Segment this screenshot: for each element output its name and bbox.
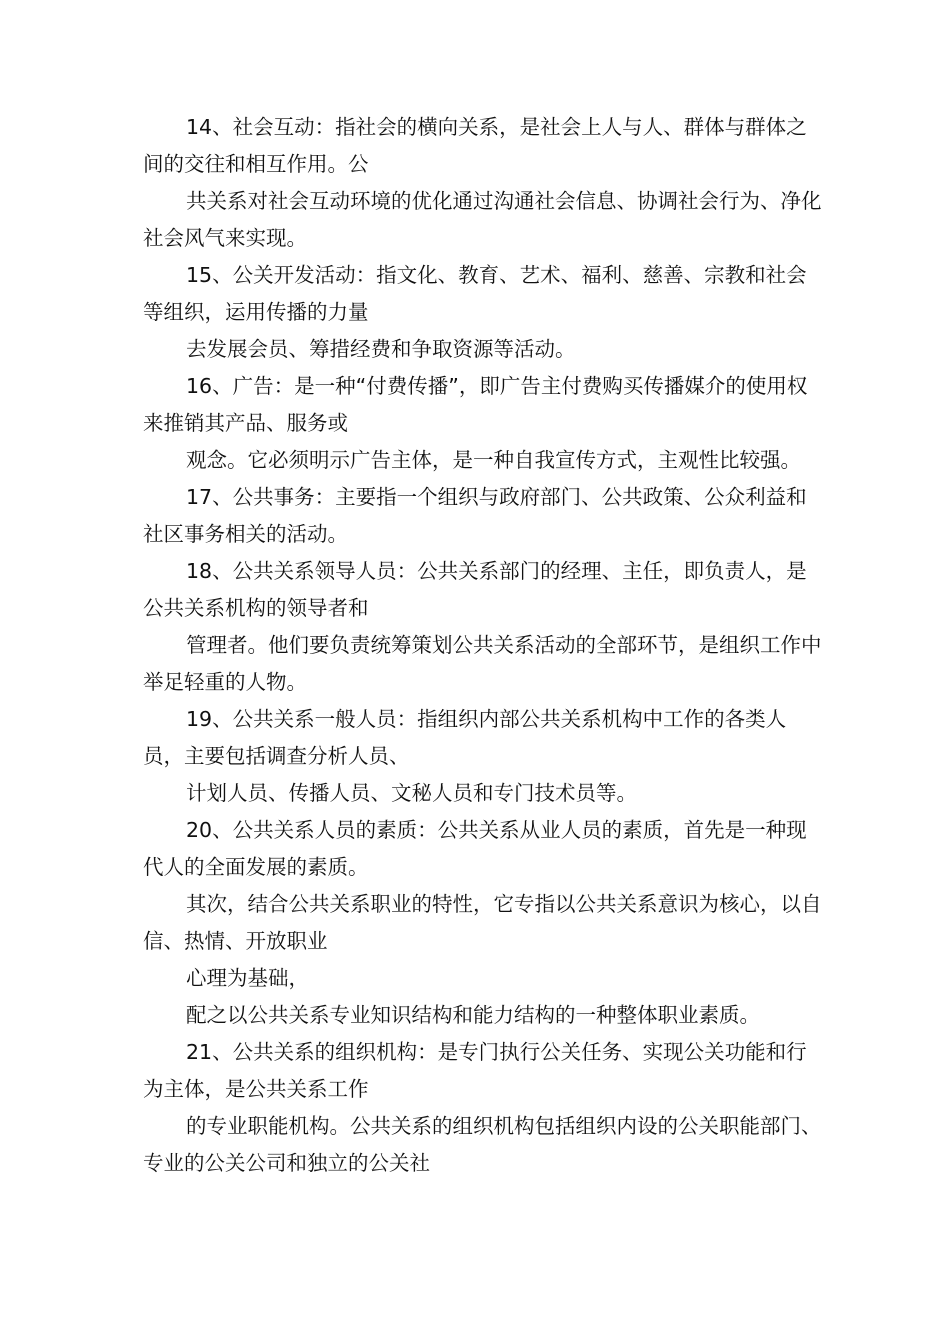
paragraph-line: 19、公共关系一般人员：指组织内部公共关系机构中工作的各类 — [186, 707, 766, 731]
document-page — [143, 109, 823, 1182]
paragraph — [143, 331, 823, 368]
paragraph-line: 观念。它必须明示广告主体，是一种自我宣传方式，主观性比较 — [186, 448, 760, 472]
paragraph — [143, 775, 823, 812]
paragraph-line: 去发展会员、筹措经费和争取资源等活动。 — [186, 337, 576, 361]
paragraph-line: 强。 — [760, 448, 801, 472]
paragraph — [143, 1034, 823, 1108]
paragraph-line: 14、社会互动：指社会的横向关系，是社会上人与人、群体与群 — [186, 115, 766, 139]
paragraph-line: 体之间的交往和相互作用。公 — [143, 115, 807, 176]
paragraph-line: 的专业职能机构。公共关系的组织机构包括组织内设的公关职能 — [186, 1114, 760, 1138]
paragraph — [143, 442, 823, 479]
paragraph — [143, 368, 823, 442]
paragraph — [143, 553, 823, 627]
paragraph-line: 以自信、热情、开放职业 — [143, 892, 822, 953]
paragraph — [143, 997, 823, 1034]
paragraph — [143, 257, 823, 331]
paragraph-line: 使用权来推销其产品、服务或 — [143, 374, 808, 435]
paragraph-line: 人员，主要包括调查分析人员、 — [143, 707, 787, 768]
paragraph-line: 益和社区事务相关的活动。 — [143, 485, 807, 546]
paragraph-line: 配之以公共关系专业知识结构和能力结构的一种整体职业素质。 — [186, 1003, 760, 1027]
paragraph-line: 16、广告：是一种“付费传播”，即广告主付费购买传播媒介的 — [186, 374, 746, 398]
paragraph-line: 其次，结合公共关系职业的特性，它专指以公共关系意识为核心， — [186, 892, 781, 916]
paragraph — [143, 1108, 823, 1182]
paragraph-line: 社会等组织，运用传播的力量 — [143, 263, 807, 324]
paragraph-line: 共关系对社会互动环境的优化通过沟通社会信息、协调社会行为、 — [186, 189, 781, 213]
paragraph-line: 部门、专业的公关公司和独立的公关社 — [143, 1114, 822, 1175]
paragraph-line: 工作中举足轻重的人物。 — [143, 633, 822, 694]
paragraph-line: 21、公共关系的组织机构：是专门执行公关任务、实现公关功能 — [186, 1040, 766, 1064]
paragraph-line: 18、公共关系领导人员：公共关系部门的经理、主任，即负责人， — [186, 559, 787, 583]
paragraph-line: 20、公共关系人员的素质：公共关系从业人员的素质，首先是一 — [186, 818, 766, 842]
paragraph-line: 净化社会风气来实现。 — [143, 189, 822, 250]
paragraph-line: 心理为基础， — [186, 966, 309, 990]
paragraph-line: 是公共关系机构的领导者和 — [143, 559, 807, 620]
paragraph — [143, 701, 823, 775]
paragraph — [143, 812, 823, 886]
paragraph — [143, 109, 823, 183]
paragraph — [143, 627, 823, 701]
paragraph-line: 15、公关开发活动：指文化、教育、艺术、福利、慈善、宗教和 — [186, 263, 766, 287]
paragraph-line: 和行为主体，是公共关系工作 — [143, 1040, 807, 1101]
paragraph — [143, 886, 823, 960]
paragraph-line: 计划人员、传播人员、文秘人员和专门技术员等。 — [186, 781, 637, 805]
paragraph-line: 17、公共事务：主要指一个组织与政府部门、公共政策、公众利 — [186, 485, 766, 509]
paragraph — [143, 960, 823, 997]
paragraph — [143, 479, 823, 553]
paragraph-line: 种现代人的全面发展的素质。 — [143, 818, 807, 879]
paragraph — [143, 183, 823, 257]
paragraph-line: 管理者。他们要负责统筹策划公共关系活动的全部环节，是组织 — [186, 633, 760, 657]
